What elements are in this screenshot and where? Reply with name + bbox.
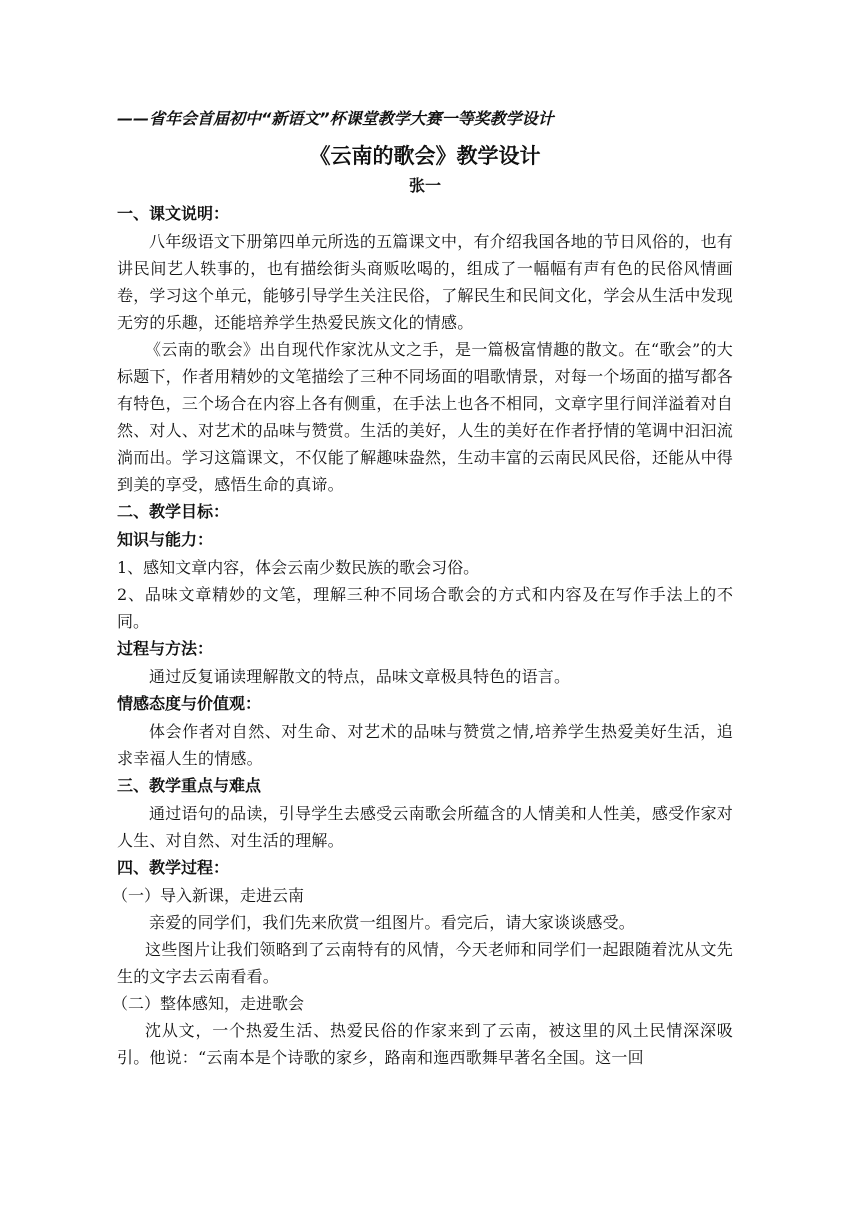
paragraph-key-points: 通过语句的品读，引导学生去感受云南歌会所蕴含的人情美和人性美，感受作家对人生、对自然、对生活的理解。: [117, 804, 733, 850]
section-heading-teaching-goals: 二、教学目标：: [117, 502, 230, 521]
section-heading-lesson-notes: 一、课文说明：: [117, 204, 230, 223]
paragraph-emotion-values: 体会作者对自然、对生命、对艺术的品味与赞赏之情,培养学生热爱美好生活，追求幸福人生的情感。: [117, 722, 733, 768]
section-heading-teaching-process: 四、教学过程：: [117, 858, 230, 877]
document-subtitle: ——省年会首届初中“新语文”杯课堂教学大赛一等奖教学设计: [117, 109, 554, 128]
subheading-knowledge-ability: 知识与能力：: [117, 530, 214, 549]
paragraph-part-1-intro: 亲爱的同学们，我们先来欣赏一组图片。看完后，请大家谈谈感受。: [149, 913, 636, 932]
process-part-2-title: （二）整体感知，走进歌会: [112, 994, 305, 1013]
subheading-process-method: 过程与方法：: [117, 639, 214, 658]
section-heading-key-points: 三、教学重点与难点: [117, 776, 262, 795]
author-name: 张一: [408, 176, 441, 195]
paragraph-process-method: 通过反复诵读理解散文的特点，品味文章极具特色的语言。: [149, 667, 571, 686]
paragraph-part-2-intro: 沈从文，一个热爱生活、热爱民俗的作家来到了云南，被这里的风土民情深深吸引。他说：“云南本是个诗歌的家乡，路南和迤西歌舞早著名全国。这一回: [117, 1021, 733, 1067]
paragraph-text-intro: 《云南的歌会》出自现代作家沈从文之手，是一篇极富情趣的散文。在“歌会”的大标题下，作者用精妙的文笔描绘了三种不同场面的唱歌情景，对每一个场面的描写都各有特色，三个场合在内容上各有侧重，在手法上也各不相同，文章字里行间洋溢着对自然、对人、对艺术的品味与赞赏。生活的美好，人生的美好在作者抒情的笔调中汩汩流淌而出。学习这篇课文，不仅能了解趣味盎然，生动丰富的云南民风民俗，还能从中得到美的享受，感悟生命的真谛。: [117, 340, 733, 494]
goal-item-1: 1、感知文章内容，体会云南少数民族的歌会习俗。: [117, 558, 480, 577]
subheading-emotion-values: 情感态度与价值观：: [117, 694, 262, 713]
goal-item-2: 2、品味文章精妙的文笔，理解三种不同场合歌会的方式和内容及在写作手法上的不同。: [117, 585, 733, 631]
paragraph-unit-intro: 八年级语文下册第四单元所选的五篇课文中，有介绍我国各地的节日风俗的，也有讲民间艺人轶事的，也有描绘街头商贩吆喝的，组成了一幅幅有声有色的民俗风情画卷，学习这个单元，能够引导学生关注民俗，了解民生和民间文化，学会从生活中发现无穷的乐趣，还能培养学生热爱民族文化的情感。: [117, 232, 733, 332]
document-title: 《云南的歌会》教学设计: [309, 144, 541, 168]
process-part-1-title: （一）导入新课，走进云南: [112, 886, 305, 905]
paragraph-part-1-transition: 这些图片让我们领略到了云南特有的风情，今天老师和同学们一起跟随着沈从文先生的文字去云南看看。: [117, 940, 733, 986]
document-body: [112, 106, 733, 1071]
